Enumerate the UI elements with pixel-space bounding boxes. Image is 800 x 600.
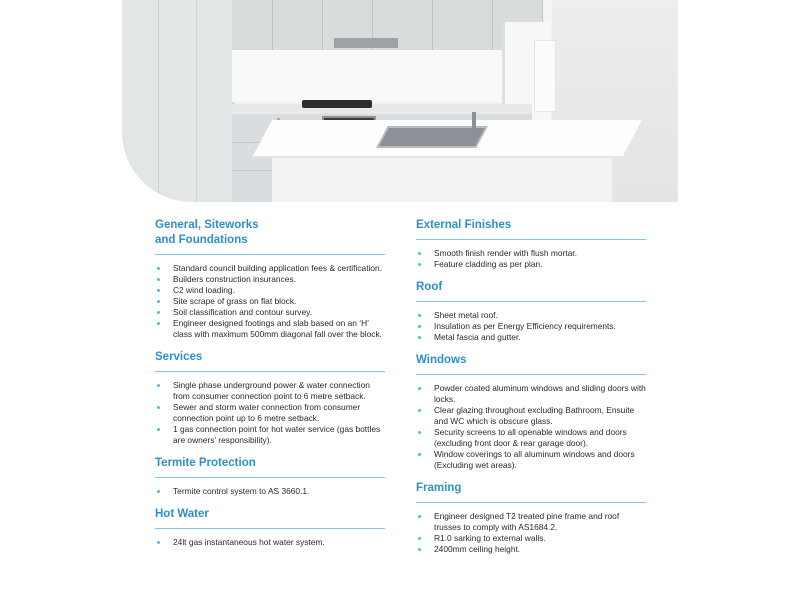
list-item: Sheet metal roof. [416, 310, 646, 321]
list-item: Sewer and storm water connection from consumer connection point up to 6 metre setback. [155, 402, 385, 424]
item-list [416, 248, 646, 270]
section-divider [155, 254, 385, 255]
list-item: 2400mm ceiling height. [416, 544, 646, 555]
list-item: R1.0 sarking to external walls. [416, 533, 646, 544]
list-item: 1 gas connection point for hot water service (gas bottles are owners’ responsibility). [155, 424, 385, 446]
item-list [155, 263, 385, 340]
section-divider [155, 528, 385, 529]
section-divider [416, 502, 646, 503]
section-services [155, 350, 385, 446]
list-item: Builders construction insurances. [155, 274, 385, 285]
section-heading [155, 218, 385, 248]
list-item: Smooth finish render with flush mortar. [416, 248, 646, 259]
list-item: Clear glazing throughout excluding Bathroom, Ensuite and WC which is obscure glass. [416, 405, 646, 427]
list-item: Powder coated aluminum windows and sliding doors with locks. [416, 383, 646, 405]
section-heading: Roof [416, 281, 443, 293]
list-item: Feature cladding as per plan. [416, 259, 646, 270]
list-item: Single phase underground power & water connection from consumer connection point to 6 metre setback. [155, 380, 385, 402]
section-framing [416, 481, 646, 555]
section-heading: External Finishes [416, 219, 512, 231]
section-divider [416, 239, 646, 240]
photo-benchtop [232, 104, 532, 114]
heading-line: and Foundations [155, 234, 248, 246]
right-column [416, 218, 646, 565]
list-item: Metal fascia and gutter. [416, 332, 646, 343]
section-windows [416, 353, 646, 471]
list-item: Soil classification and contour survey. [155, 307, 385, 318]
list-item: Window coverings to all aluminum windows and doors (Excluding wet areas). [416, 449, 646, 471]
photo-splashback [232, 50, 542, 102]
list-item: 24lt gas instantaneous hot water system. [155, 537, 385, 548]
photo-window [534, 40, 556, 112]
list-item: Engineer designed footings and slab based on an ‘H’ class with maximum 500mm diagonal fall over the block. [155, 318, 385, 340]
section-general-siteworks [155, 218, 385, 340]
left-column [155, 218, 385, 558]
photo-tap [472, 112, 476, 132]
photo-cooktop [302, 100, 372, 108]
section-heading: Hot Water [155, 508, 209, 520]
section-termite-protection [155, 456, 385, 497]
section-external-finishes [416, 218, 646, 270]
list-item: Engineer designed T2 treated pine frame and roof trusses to comply with AS1684.2. [416, 511, 646, 533]
list-item: Standard council building application fees & certification. [155, 263, 385, 274]
list-item: Insulation as per Energy Efficiency requirements. [416, 321, 646, 332]
section-divider [155, 477, 385, 478]
section-roof [416, 280, 646, 343]
photo-rangehood [334, 38, 398, 48]
photo-island [272, 156, 612, 202]
list-item: Site scrape of grass on flat block. [155, 296, 385, 307]
item-list [416, 383, 646, 471]
section-heading: Services [155, 351, 203, 363]
section-heading: Windows [416, 354, 467, 366]
item-list [155, 486, 385, 497]
list-item: Security screens to all openable windows and doors (excluding front door & rear garage door). [416, 427, 646, 449]
item-list [416, 310, 646, 343]
list-item: C2 wind loading. [155, 285, 385, 296]
section-heading: Framing [416, 482, 462, 494]
section-hot-water [155, 507, 385, 548]
item-list [155, 380, 385, 446]
section-divider [416, 374, 646, 375]
section-divider [155, 371, 385, 372]
section-heading: Termite Protection [155, 457, 256, 469]
kitchen-photo [122, 0, 678, 202]
list-item: Termite control system to AS 3660.1. [155, 486, 385, 497]
photo-pantry-cabinets [122, 0, 234, 202]
item-list [416, 511, 646, 555]
item-list [155, 537, 385, 548]
heading-line: General, Siteworks [155, 219, 259, 231]
section-divider [416, 301, 646, 302]
